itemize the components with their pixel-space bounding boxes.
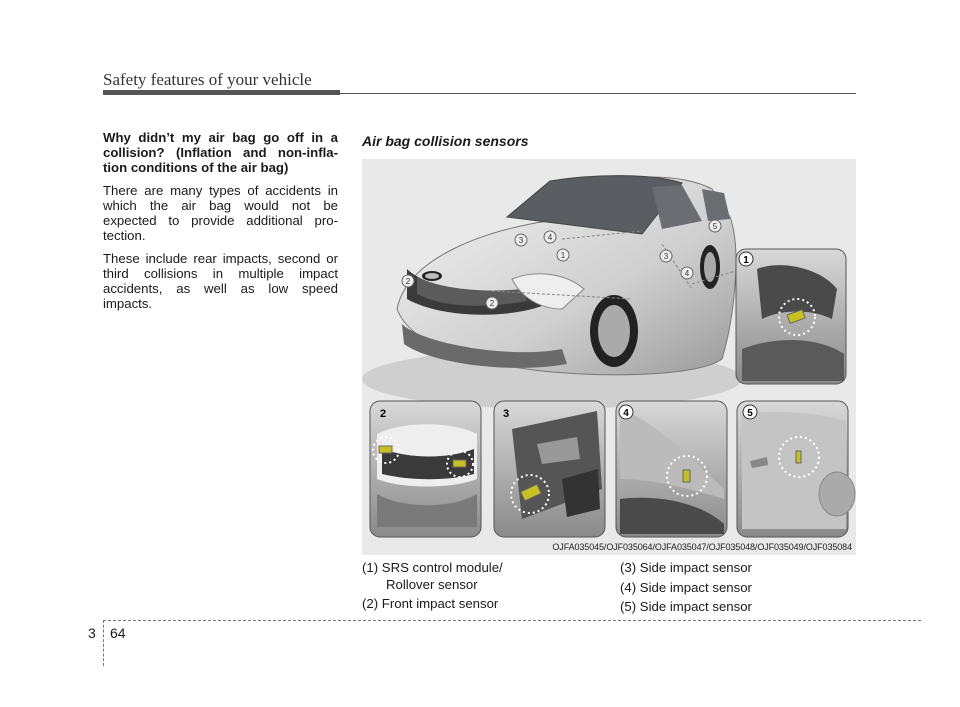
header-rule-thick <box>103 90 340 95</box>
footer-section-number: 3 <box>88 625 96 641</box>
legend-item-1 <box>362 560 612 593</box>
legend-item-2: (2) Front impact sensor <box>362 596 499 611</box>
figure-heading: Air bag collision sensors <box>362 133 529 149</box>
car-marker-3b: 3 <box>663 252 669 261</box>
footer-page-number: 64 <box>110 625 126 641</box>
question-heading: Why didn’t my air bag go off in a collision? (Inflation and non-infla-tion conditions of the air bag) <box>103 130 338 175</box>
legend-item-5: (5) Side impact sensor <box>620 599 752 614</box>
header-rule-thin <box>340 93 856 94</box>
inset-2-number: 2 <box>380 408 387 420</box>
sensor-figure-illustration <box>362 159 856 555</box>
paragraph-1: There are many types of accidents in which the air bag would not be expected to provide additional pro-tection. <box>103 183 338 243</box>
legend-item-1-line1: (1) SRS control module/ <box>362 560 503 575</box>
page-header-title: Safety features of your vehicle <box>103 70 312 89</box>
inset-2 <box>370 401 481 537</box>
car-marker-2a: 2 <box>405 277 411 286</box>
paragraph-2: These include rear impacts, second or third collisions in multiple impact accidents, as well as low speed impacts. <box>103 251 338 311</box>
inset-1-number: 1 <box>743 255 749 266</box>
sensor-figure <box>362 159 856 555</box>
car-marker-5: 5 <box>712 222 718 231</box>
inset-3 <box>494 401 605 537</box>
legend-item-1-line2: Rollover sensor <box>386 576 478 592</box>
left-column <box>103 130 338 319</box>
inset-1 <box>736 249 846 384</box>
inset-5-number: 5 <box>747 408 753 419</box>
legend-left <box>362 560 612 616</box>
footer-vertical-rule <box>103 620 104 666</box>
figure-code: OJFA035045/OJF035064/OJFA035047/OJF035048/OJF035049/OJF035084 <box>552 542 852 552</box>
legend-right <box>620 560 856 619</box>
inset-5 <box>737 401 855 537</box>
car-marker-2b: 2 <box>489 299 495 308</box>
footer-rule <box>103 620 921 621</box>
car-marker-4b: 4 <box>684 269 690 278</box>
legend-item-4: (4) Side impact sensor <box>620 579 752 595</box>
car-marker-3a: 3 <box>518 236 524 245</box>
car-marker-4a: 4 <box>547 233 553 242</box>
car-illustration <box>362 176 742 409</box>
inset-4-number: 4 <box>623 408 629 419</box>
inset-3-number: 3 <box>503 408 510 420</box>
legend-item-3: (3) Side impact sensor <box>620 560 752 575</box>
car-marker-1: 1 <box>560 251 566 260</box>
inset-4 <box>616 401 727 537</box>
